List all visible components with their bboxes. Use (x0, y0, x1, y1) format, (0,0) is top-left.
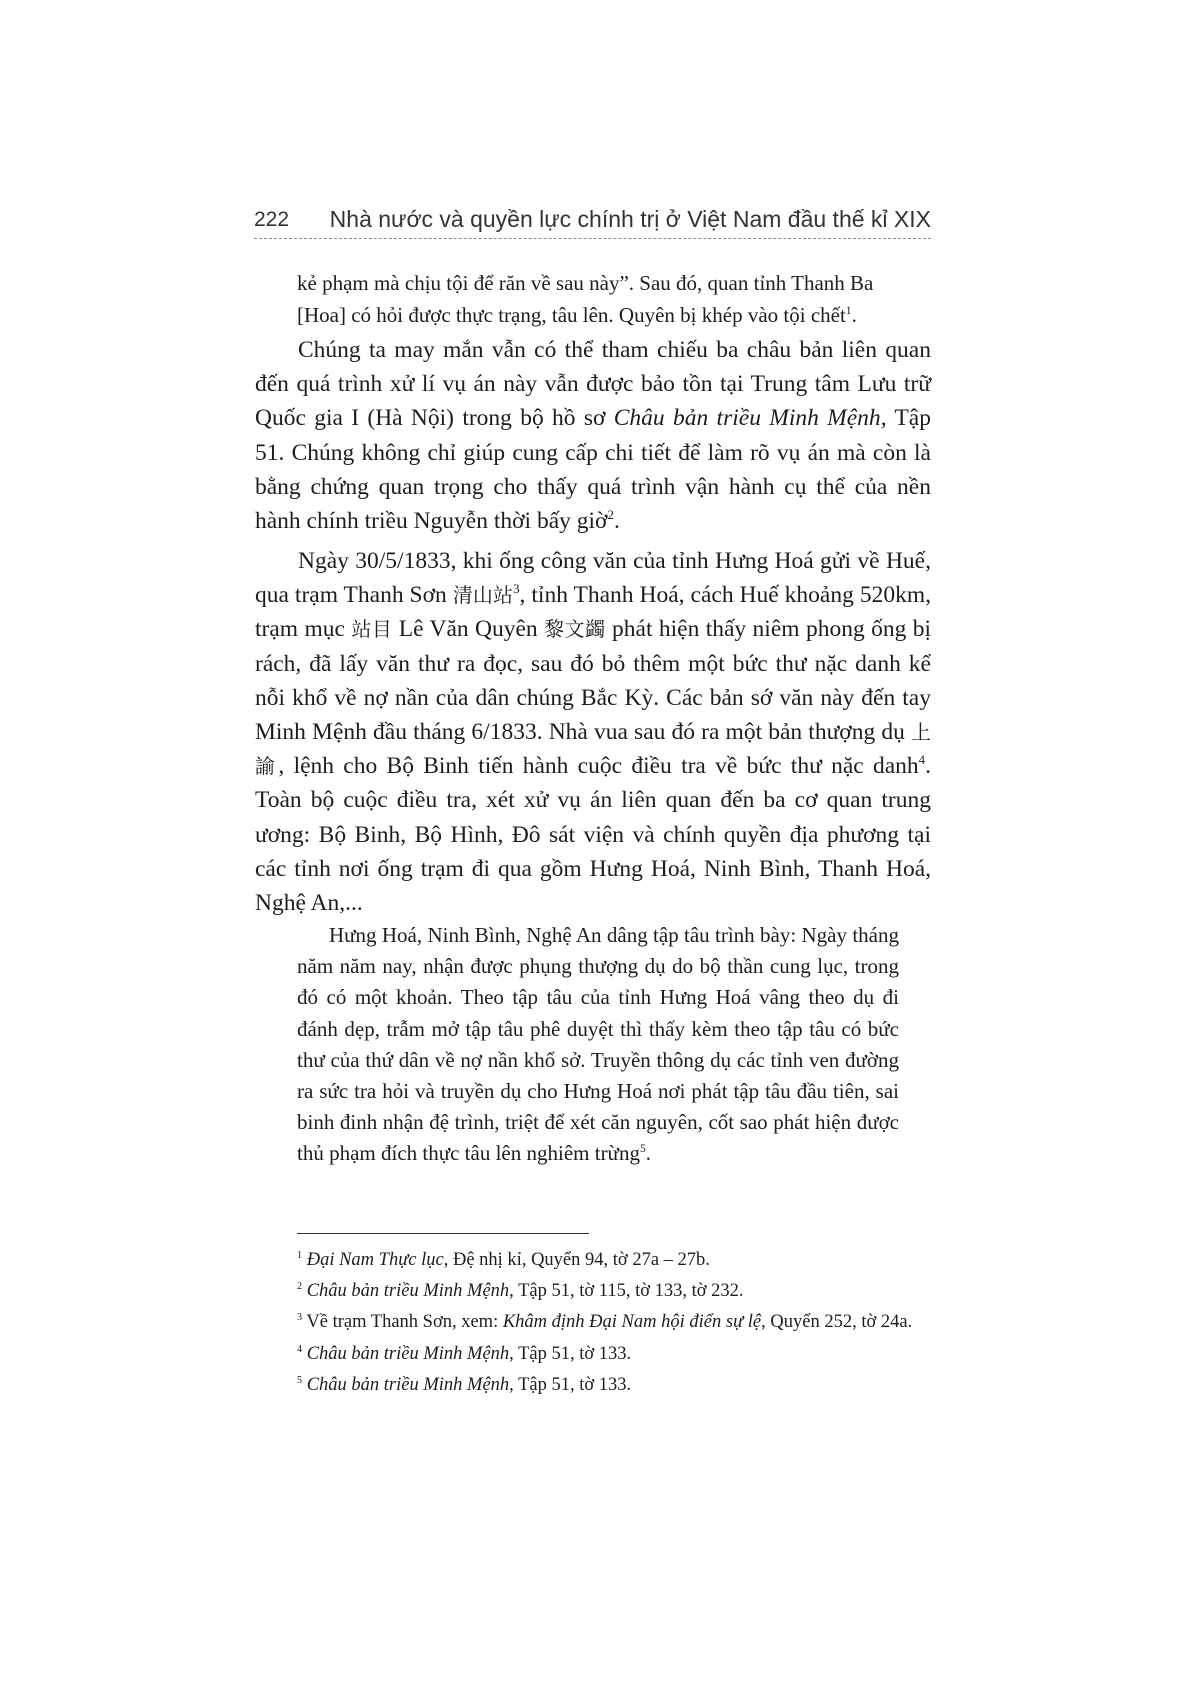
paragraph-2: Ngày 30/5/1833, khi ống công văn của tỉnh Hưng Hoá gửi về Huế, qua trạm Thanh Sơn 清山站$^3$, tỉnh Thanh Hoá, cách Huế khoảng 520km, trạm mục 站目 Lê Văn Quyên 黎文蠲 phát hiện thấy niêm phong ống bị rách, đã lấy văn thư ra đọc, sau đó bỏ thêm một bức thư nặc danh kể nỗi khổ về nợ nần của dân chúng Bắc Kỳ. Các bản sớ văn này đến tay Minh Mệnh đầu tháng 6/1833. Nhà vua sau đó ra một bản thượng dụ 上諭, lệnh cho Bộ Binh tiến hành cuộc điều tra về bức thư nặc danh$^4$. Toàn bộ cuộc điều tra, xét xử vụ án liên quan đến ba cơ quan trung ương: Bộ Binh, Bộ Hình, Đô sát viện và chính quyền địa phương tại các tỉnh nơi ống trạm đi qua gồm Hưng Hoá, Ninh Bình, Thanh Hoá, Nghệ An,... (255, 548, 931, 917)
footnote-ref: 4 (918, 752, 926, 768)
page-header (254, 202, 931, 239)
footnote: $^3$ Về trạm Thanh Sơn, xem: Khâm định Đại Nam hội điển sự lệ, Quyển 252, tờ 24a. (297, 1312, 913, 1333)
footnote: $^1$ Đại Nam Thực lục, Đệ nhị kỉ, Quyển 94, tờ 27a – 27b. (297, 1249, 710, 1270)
footnote-ref: 1 (845, 304, 852, 317)
han-text: 站目 (351, 617, 393, 642)
block-quote-bottom: Hưng Hoá, Ninh Bình, Nghệ An dâng tập tâu trình bày: Ngày tháng năm năm nay, nhận được phụng thượng dụ do bộ thần cung lục, trong đó có một khoản. Theo tập tâu của tỉnh Hưng Hoá vâng theo dụ đi đánh dẹp, trẫm mở tập tâu phê duyệt thì thấy kèm theo tập tâu có bức thư của thứ dân về nợ nần khổ sở. Truyền thông dụ các tỉnh ven đường ra sức tra hỏi và truyền dụ cho Hưng Hoá nơi phát tập tâu đầu tiên, sai binh đinh nhận đệ trình, triệt để xét căn nguyên, cốt sao phát hiện được thủ phạm đích thực tâu lên nghiêm trừng$^5$. (297, 923, 899, 1166)
running-title: Nhà nước và quyền lực chính trị ở Việt Nam đầu thế kỉ XIX (329, 206, 931, 232)
footnote-ref: 3 (513, 581, 520, 597)
footnote: $^5$ Châu bản triều Minh Mệnh, Tập 51, tờ 133. (297, 1374, 632, 1395)
footnote-ref: 2 (607, 506, 614, 522)
source-title: Châu bản triều Minh Mệnh (613, 405, 881, 432)
footnote: $^2$ Châu bản triều Minh Mệnh, Tập 51, tờ 115, tờ 133, tờ 232. (297, 1281, 744, 1302)
footnote-divider (297, 1233, 589, 1234)
footnotes (297, 1245, 937, 1401)
page-number: 222 (254, 208, 290, 231)
block-quote-top (297, 267, 931, 331)
footnote-ref: 5 (639, 1143, 646, 1156)
han-text: 清山站 (452, 583, 514, 608)
han-text: 上諭 (255, 720, 931, 779)
quote-line: kẻ phạm mà chịu tội để răn về sau này”. Sau đó, quan tỉnh Thanh Ba (297, 271, 874, 295)
quote-line: [Hoa] có hỏi được thực trạng, tâu lên. Quyên bị khép vào tội chết$^1$. (297, 303, 857, 327)
footnote: $^4$ Châu bản triều Minh Mệnh, Tập 51, tờ 133. (297, 1343, 632, 1364)
han-text: 黎文蠲 (544, 617, 606, 642)
paragraph-1: Chúng ta may mắn vẫn có thể tham chiếu ba châu bản liên quan đến quá trình xử lí vụ án này vẫn được bảo tồn tại Trung tâm Lưu trữ Quốc gia I (Hà Nội) trong bộ hồ sơ Châu bản triều Minh Mệnh, Tập 51. Chúng không chỉ giúp cung cấp chi tiết để làm rõ vụ án mà còn là bằng chứng quan trọng cho thấy quá trình vận hành cụ thể của nền hành chính triều Nguyễn thời bấy giờ$^2$. (255, 337, 931, 535)
